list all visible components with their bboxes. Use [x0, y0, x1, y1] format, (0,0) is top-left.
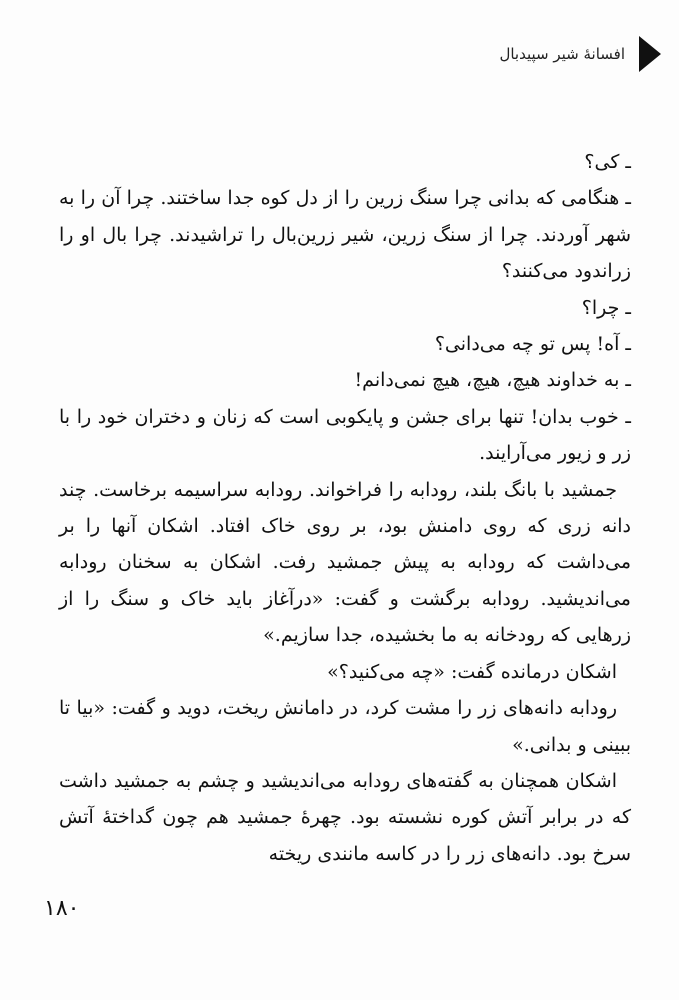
dialogue-line: ـ خوب بدان! تنها برای جشن و پایکوبی است که زنان و دختران خود را با زر و زیور می‌آرایند. — [59, 405, 631, 465]
page-body — [59, 144, 631, 872]
page-number: ۱۸۰ — [44, 896, 80, 921]
dialogue-line: ـ به خداوند هیچ، هیچ، هیچ نمی‌دانم! — [354, 369, 631, 392]
dialogue-line: ـ هنگامی که بدانی چرا سنگ زرین را از دل کوه جدا ساختند. چرا آن را به شهر آوردند. چرا از سنگ زرین، شیر زرین‌بال را تراشیدند. چرا بال او را زراندود می‌کنند؟ — [59, 187, 631, 283]
narrative-paragraph: رودابه دانه‌های زر را مشت کرد، در دامانش ریخت، دوید و گفت: «بیا تا ببینی و بدانی.» — [59, 697, 631, 756]
narrative-paragraph: اشکان درمانده گفت: «چه می‌کنید؟» — [327, 660, 617, 683]
book-title: افسانهٔ شیر سپیدبال — [499, 45, 625, 63]
running-header — [499, 38, 661, 70]
dialogue-line: ـ چرا؟ — [581, 296, 631, 319]
dialogue-line: ـ آه! پس تو چه می‌دانی؟ — [434, 333, 631, 356]
narrative-paragraph: اشکان همچنان به گفته‌های رودابه می‌اندیشید و چشم به جمشید داشت که در برابر آتش کوره نشسته بود. چهرهٔ جمشید هم چون گداختهٔ آتش سرخ بود. دانه‌های زر را در کاسه مانندی ریخته — [59, 769, 631, 865]
triangle-marker-icon — [639, 36, 661, 72]
narrative-paragraph: جمشید با بانگ بلند، رودابه را فراخواند. رودابه سراسیمه برخاست. چند دانه زری که روی دامنش بود، بر روی خاک افتاد. اشکان آنها را بر می‌داشت که رودابه به پیش جمشید رفت. اشکان به سخنان رودابه می‌اندیشید. رودابه برگشت و گفت: «درآغاز باید خاک و سنگ را از زرهایی که رودخانه به ما بخشیده، جدا سازیم.» — [59, 478, 631, 647]
dialogue-line: ـ کی؟ — [584, 151, 631, 173]
